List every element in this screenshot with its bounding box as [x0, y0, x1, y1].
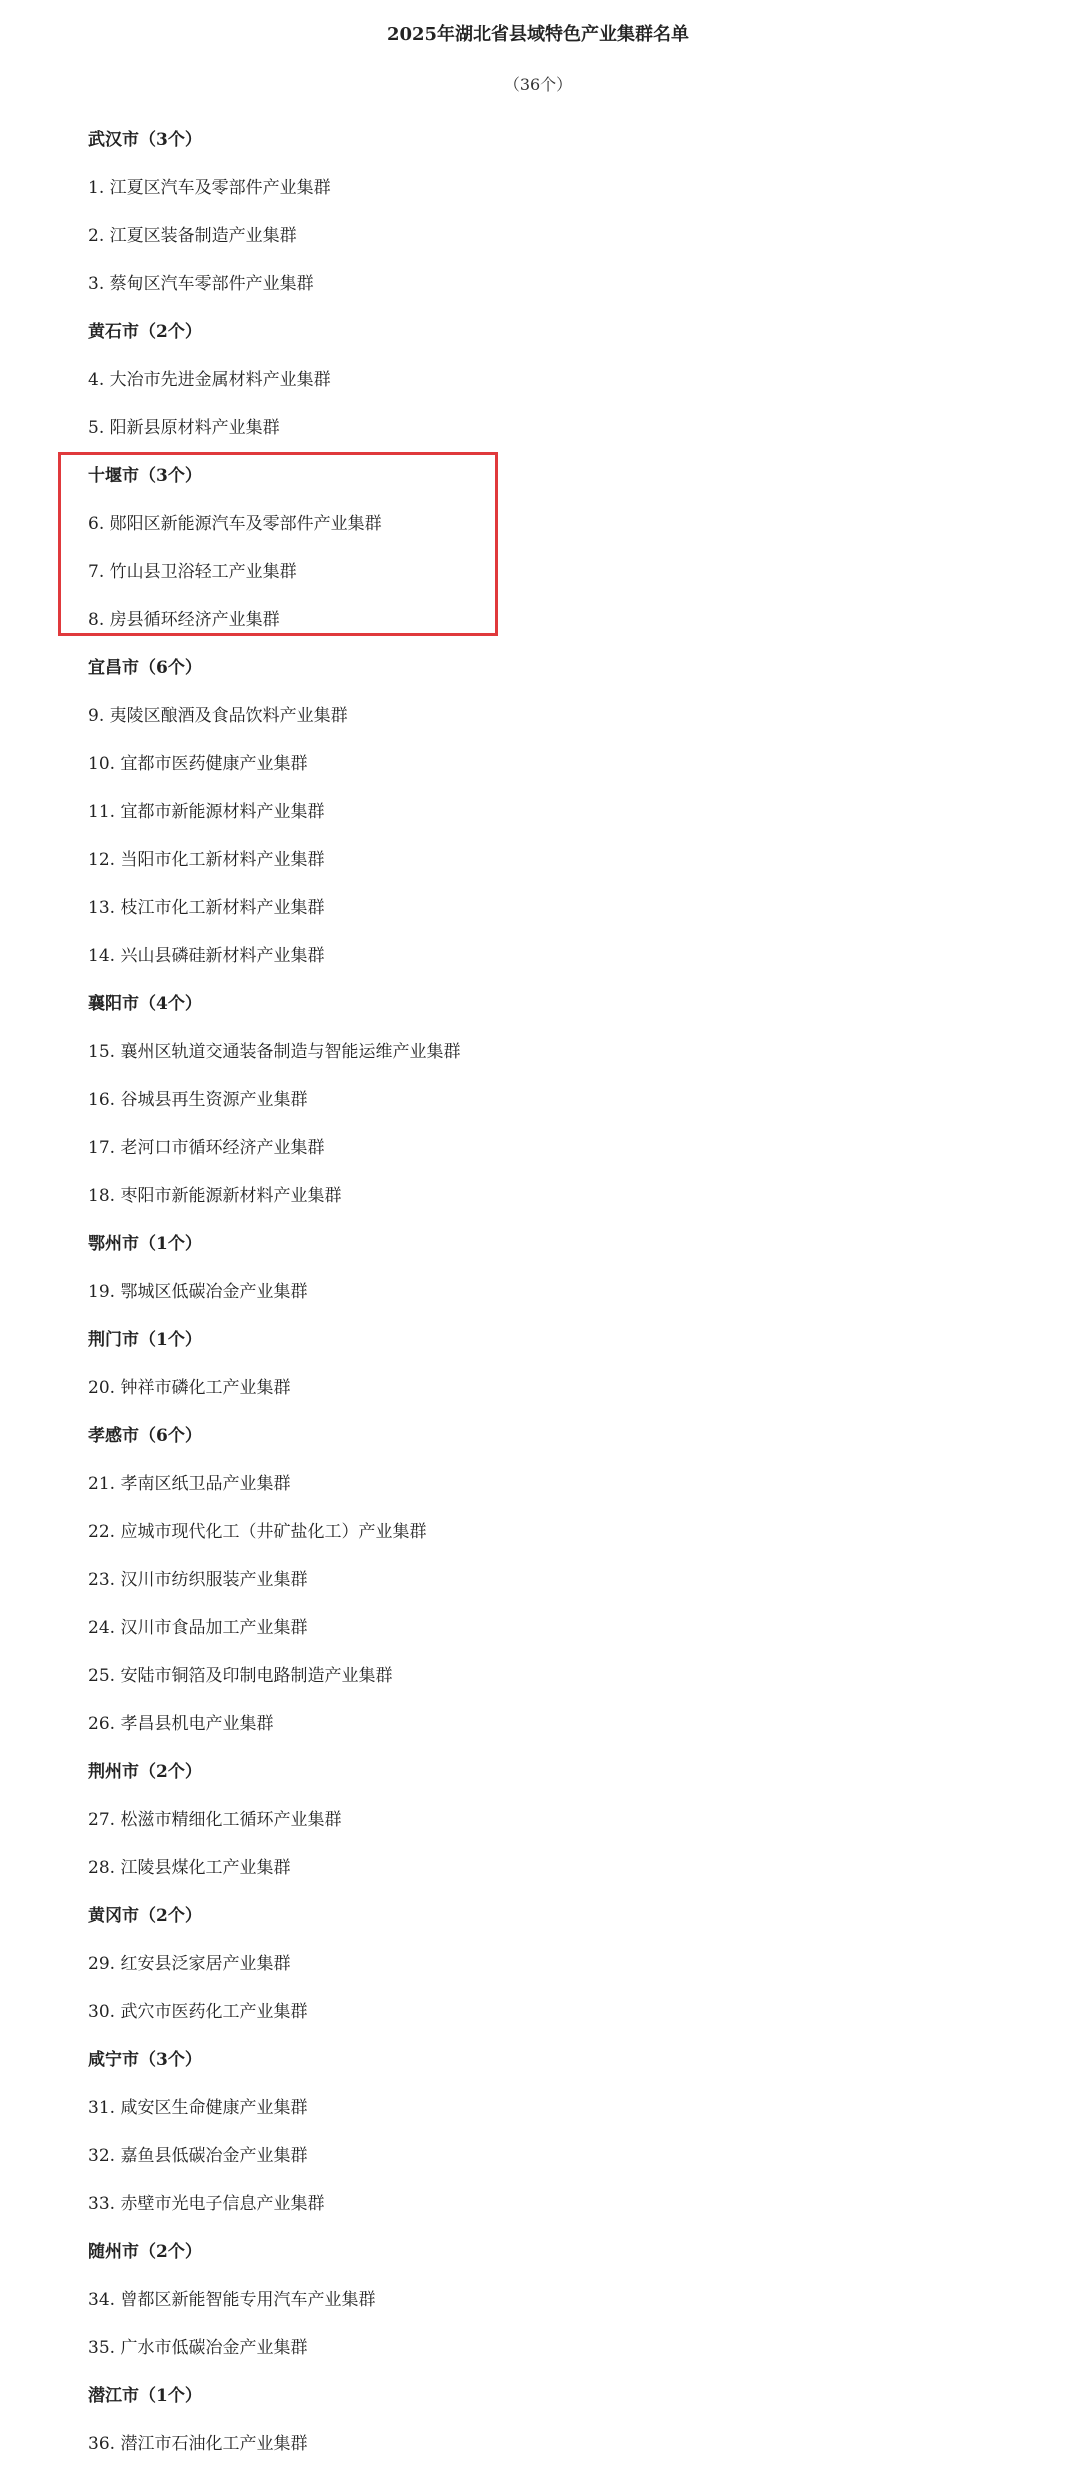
cluster-list-item: 12. 当阳市化工新材料产业集群: [88, 850, 325, 870]
document-subtitle: （36个）: [503, 75, 573, 94]
city-heading: 咸宁市（3个）: [88, 2050, 202, 2070]
cluster-list-item: 22. 应城市现代化工（井矿盐化工）产业集群: [88, 1522, 427, 1542]
cluster-list-item: 26. 孝昌县机电产业集群: [88, 1714, 274, 1734]
cluster-list-item: 18. 枣阳市新能源新材料产业集群: [88, 1186, 342, 1206]
highlight-box: [58, 452, 498, 636]
city-heading: 黄石市（2个）: [88, 322, 202, 342]
cluster-list-item: 6. 郧阳区新能源汽车及零部件产业集群: [88, 514, 382, 534]
cluster-list-item: 20. 钟祥市磷化工产业集群: [88, 1378, 291, 1398]
cluster-list-item: 9. 夷陵区酿酒及食品饮料产业集群: [88, 706, 348, 726]
cluster-list-item: 5. 阳新县原材料产业集群: [88, 418, 280, 438]
cluster-list-item: 25. 安陆市铜箔及印制电路制造产业集群: [88, 1666, 393, 1686]
cluster-list-item: 13. 枝江市化工新材料产业集群: [88, 898, 325, 918]
city-heading: 潜江市（1个）: [88, 2386, 202, 2406]
city-heading: 黄冈市（2个）: [88, 1906, 202, 1926]
cluster-list-item: 17. 老河口市循环经济产业集群: [88, 1138, 325, 1158]
cluster-list-item: 24. 汉川市食品加工产业集群: [88, 1618, 308, 1638]
city-heading: 荆门市（1个）: [88, 1330, 202, 1350]
city-heading: 武汉市（3个）: [88, 130, 202, 150]
city-heading: 随州市（2个）: [88, 2242, 202, 2262]
cluster-list-item: 32. 嘉鱼县低碳冶金产业集群: [88, 2146, 308, 2166]
cluster-list-item: 4. 大冶市先进金属材料产业集群: [88, 370, 331, 390]
cluster-list-item: 29. 红安县泛家居产业集群: [88, 1954, 291, 1974]
cluster-list-item: 8. 房县循环经济产业集群: [88, 610, 280, 630]
city-heading: 孝感市（6个）: [88, 1426, 202, 1446]
cluster-list-item: 27. 松滋市精细化工循环产业集群: [88, 1810, 342, 1830]
document-title: 2025年湖北省县域特色产业集群名单: [386, 24, 690, 45]
cluster-list-item: 3. 蔡甸区汽车零部件产业集群: [88, 274, 314, 294]
cluster-list-item: 7. 竹山县卫浴轻工产业集群: [88, 562, 297, 582]
cluster-list-item: 30. 武穴市医药化工产业集群: [88, 2002, 308, 2022]
cluster-list-item: 14. 兴山县磷硅新材料产业集群: [88, 946, 325, 966]
cluster-list-item: 10. 宜都市医药健康产业集群: [88, 754, 308, 774]
cluster-list-item: 23. 汉川市纺织服装产业集群: [88, 1570, 308, 1590]
cluster-list-item: 21. 孝南区纸卫品产业集群: [88, 1474, 291, 1494]
city-heading: 鄂州市（1个）: [88, 1234, 202, 1254]
cluster-list-item: 31. 咸安区生命健康产业集群: [88, 2098, 308, 2118]
cluster-list-item: 2. 江夏区装备制造产业集群: [88, 226, 297, 246]
cluster-list-item: 1. 江夏区汽车及零部件产业集群: [88, 178, 331, 198]
cluster-list-item: 28. 江陵县煤化工产业集群: [88, 1858, 291, 1878]
cluster-list-item: 34. 曾都区新能智能专用汽车产业集群: [88, 2290, 376, 2310]
city-heading: 荆州市（2个）: [88, 1762, 202, 1782]
cluster-list-item: 35. 广水市低碳冶金产业集群: [88, 2338, 308, 2358]
cluster-list-item: 33. 赤壁市光电子信息产业集群: [88, 2194, 325, 2214]
cluster-list-item: 36. 潜江市石油化工产业集群: [88, 2434, 308, 2454]
cluster-list-item: 19. 鄂城区低碳冶金产业集群: [88, 1282, 308, 1302]
city-heading: 宜昌市（6个）: [88, 658, 202, 678]
cluster-list-item: 16. 谷城县再生资源产业集群: [88, 1090, 308, 1110]
cluster-list-item: 15. 襄州区轨道交通装备制造与智能运维产业集群: [88, 1042, 461, 1062]
city-heading: 襄阳市（4个）: [88, 994, 202, 1014]
city-heading: 十堰市（3个）: [88, 466, 202, 486]
cluster-list-item: 11. 宜都市新能源材料产业集群: [88, 802, 325, 822]
